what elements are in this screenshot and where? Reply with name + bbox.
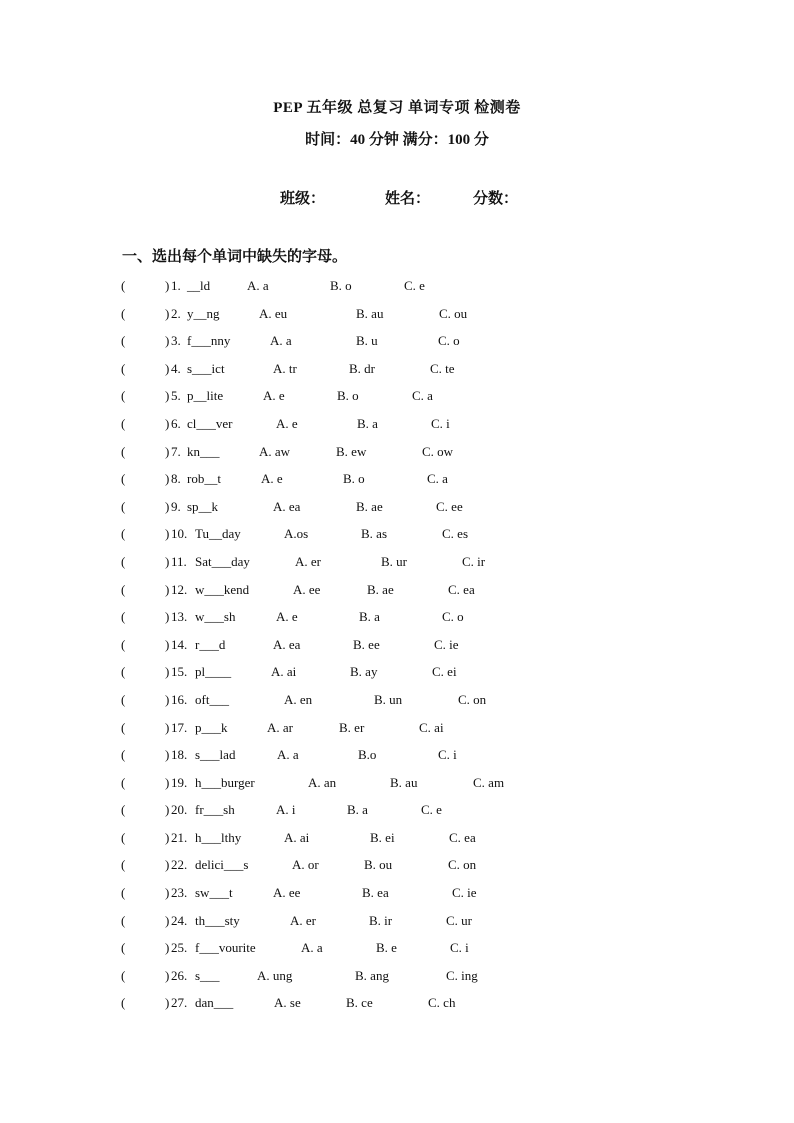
option-a: A. a [270, 333, 292, 349]
option-a: A. er [295, 553, 321, 569]
answer-paren-close: ) [165, 443, 170, 459]
option-c: C. e [404, 278, 425, 293]
answer-paren-close: ) [165, 360, 170, 376]
answer-paren-open: ( [121, 940, 126, 956]
option-a: A. eu [259, 305, 288, 321]
question-word: rob__t [187, 471, 221, 487]
question-number: 14. [171, 636, 188, 652]
question-number: 2. [171, 305, 181, 321]
answer-paren-close: ) [165, 471, 170, 487]
question-word: w___sh [195, 609, 236, 625]
student-info-row [0, 187, 794, 207]
question-number: 25. [171, 940, 188, 956]
question-word: w___kend [195, 581, 250, 597]
answer-paren-close: ) [165, 802, 170, 818]
option-a: A. ee [273, 885, 301, 901]
answer-paren-close: ) [165, 719, 170, 735]
question-row [0, 525, 794, 553]
option-c: C. o [442, 609, 464, 625]
answer-paren-close: ) [165, 581, 170, 597]
option-a: A. en [284, 691, 313, 707]
question-word: h___lthy [195, 829, 242, 845]
answer-paren-open: ( [121, 995, 126, 1011]
option-c: C. ow [422, 443, 454, 459]
question-number: 5. [171, 388, 181, 404]
answer-paren-open: ( [121, 305, 126, 321]
option-a: A. ai [284, 829, 310, 845]
option-a: A. a [247, 278, 269, 293]
option-a: A. ar [267, 719, 293, 735]
question-row [0, 553, 794, 581]
question-row [0, 443, 794, 471]
option-a: A. a [301, 940, 323, 956]
question-number: 18. [171, 747, 188, 763]
option-c: C. a [412, 388, 433, 404]
option-b: B. e [376, 940, 397, 956]
option-b: B. ur [381, 553, 407, 569]
option-a: A. i [276, 802, 296, 818]
question-number: 16. [171, 691, 188, 707]
option-b: B. ae [356, 498, 383, 514]
answer-paren-open: ( [121, 967, 126, 983]
question-row [0, 387, 794, 415]
question-word: r___d [195, 636, 226, 652]
option-b: B. ir [369, 912, 393, 928]
question-number: 4. [171, 360, 181, 376]
question-row [0, 360, 794, 388]
question-row [0, 939, 794, 967]
answer-paren-open: ( [121, 471, 126, 487]
question-number: 8. [171, 471, 181, 487]
option-b: B. o [330, 278, 352, 293]
question-word: __ld [187, 278, 211, 293]
option-b: B. a [357, 415, 378, 431]
option-c: C. ur [446, 912, 472, 928]
answer-paren-open: ( [121, 719, 126, 735]
question-number: 17. [171, 719, 188, 735]
option-b: B. ang [355, 967, 389, 983]
option-c: C. ou [439, 305, 468, 321]
option-a: A. or [292, 857, 319, 873]
answer-paren-close: ) [165, 498, 170, 514]
answer-paren-open: ( [121, 885, 126, 901]
answer-paren-open: ( [121, 415, 126, 431]
question-row [0, 663, 794, 691]
question-word: th___sty [195, 912, 240, 928]
option-b: B. dr [349, 360, 375, 376]
question-word: s___ [195, 967, 220, 983]
question-number: 9. [171, 498, 181, 514]
question-word: oft___ [195, 691, 229, 707]
option-b: B. ew [336, 443, 367, 459]
option-c: C. on [448, 857, 477, 873]
question-row [0, 691, 794, 719]
option-b: B. ce [346, 995, 373, 1011]
option-b: B. au [356, 305, 384, 321]
option-c: C. ee [436, 498, 463, 514]
option-b: B. o [343, 471, 365, 487]
answer-paren-open: ( [121, 498, 126, 514]
question-word: Tu__day [195, 526, 241, 542]
answer-paren-close: ) [165, 747, 170, 763]
score-label: 分数： [473, 191, 519, 207]
answer-paren-close: ) [165, 636, 170, 652]
question-row [0, 856, 794, 884]
option-b: B. ay [350, 664, 378, 680]
answer-paren-open: ( [121, 581, 126, 597]
answer-paren-close: ) [165, 333, 170, 349]
answer-paren-open: ( [121, 553, 126, 569]
option-c: C. o [438, 333, 460, 349]
option-c: C. on [458, 691, 487, 707]
answer-paren-close: ) [165, 774, 170, 790]
option-a: A. a [277, 747, 299, 763]
question-number: 1. [171, 278, 181, 293]
answer-paren-open: ( [121, 443, 126, 459]
answer-paren-open: ( [121, 278, 126, 293]
answer-paren-close: ) [165, 526, 170, 542]
question-word: delici___s [195, 857, 249, 873]
question-list [0, 277, 794, 1022]
option-c: C. i [438, 747, 457, 763]
question-row [0, 636, 794, 664]
question-number: 19. [171, 774, 188, 790]
option-c: C. am [473, 774, 505, 790]
question-number: 3. [171, 333, 181, 349]
question-row [0, 498, 794, 526]
answer-paren-open: ( [121, 360, 126, 376]
answer-paren-open: ( [121, 774, 126, 790]
question-number: 24. [171, 912, 188, 928]
question-word: sp__k [187, 498, 219, 514]
question-number: 27. [171, 995, 188, 1011]
answer-paren-close: ) [165, 305, 170, 321]
option-b: B. as [361, 526, 387, 542]
answer-paren-close: ) [165, 553, 170, 569]
section-heading: 一、选出每个单词中缺失的字母。 [122, 249, 348, 265]
answer-paren-open: ( [121, 333, 126, 349]
option-c: C. ie [452, 885, 477, 901]
answer-paren-open: ( [121, 857, 126, 873]
option-a: A. ee [293, 581, 321, 597]
question-word: sw___t [195, 885, 233, 901]
option-a: A. ea [273, 498, 301, 514]
question-row [0, 277, 794, 305]
option-b: B. ei [370, 829, 395, 845]
option-a: A. aw [259, 443, 291, 459]
option-b: B. er [339, 719, 365, 735]
option-a: A. er [290, 912, 316, 928]
answer-paren-open: ( [121, 912, 126, 928]
option-b: B. ae [367, 581, 394, 597]
option-c: C. es [442, 526, 468, 542]
option-b: B. a [347, 802, 368, 818]
answer-paren-open: ( [121, 829, 126, 845]
option-a: A. ai [271, 664, 297, 680]
option-b: B. au [390, 774, 418, 790]
option-b: B. u [356, 333, 378, 349]
option-c: C. te [430, 360, 455, 376]
question-word: p__lite [187, 388, 224, 404]
option-c: C. ei [432, 664, 457, 680]
question-row [0, 332, 794, 360]
name-label: 姓名： [385, 191, 431, 207]
question-row [0, 746, 794, 774]
answer-paren-close: ) [165, 967, 170, 983]
option-b: B. ea [362, 885, 389, 901]
question-word: kn___ [187, 443, 220, 459]
answer-paren-open: ( [121, 664, 126, 680]
question-row [0, 719, 794, 747]
question-word: dan___ [195, 995, 234, 1011]
question-word: h___burger [195, 774, 255, 790]
question-word: s___lad [195, 747, 236, 763]
question-number: 23. [171, 885, 188, 901]
answer-paren-open: ( [121, 802, 126, 818]
option-c: C. ch [428, 995, 456, 1011]
answer-paren-close: ) [165, 995, 170, 1011]
answer-paren-open: ( [121, 388, 126, 404]
question-word: f___nny [187, 333, 231, 349]
answer-paren-close: ) [165, 940, 170, 956]
option-c: C. ai [419, 719, 444, 735]
option-c: C. ea [449, 829, 476, 845]
option-c: C. ea [448, 581, 475, 597]
question-word: cl___ver [187, 415, 233, 431]
answer-paren-open: ( [121, 609, 126, 625]
answer-paren-open: ( [121, 691, 126, 707]
option-b: B. a [359, 609, 380, 625]
question-number: 10. [171, 526, 188, 542]
answer-paren-open: ( [121, 747, 126, 763]
option-a: A. ea [273, 636, 301, 652]
option-a: A. tr [273, 360, 297, 376]
option-a: A. an [308, 774, 337, 790]
answer-paren-close: ) [165, 691, 170, 707]
answer-paren-close: ) [165, 664, 170, 680]
question-row [0, 470, 794, 498]
question-word: pl____ [195, 664, 232, 680]
option-c: C. ie [434, 636, 459, 652]
question-word: y__ng [187, 305, 220, 321]
class-label: 班级： [280, 191, 326, 207]
option-b: B.o [358, 747, 377, 763]
question-word: f___vourite [195, 940, 256, 956]
answer-paren-close: ) [165, 885, 170, 901]
option-c: C. e [421, 802, 442, 818]
time-score-line: 时间：40 分钟 满分：100 分 [305, 132, 489, 148]
question-word: Sat___day [195, 553, 250, 569]
question-row [0, 801, 794, 829]
question-number: 13. [171, 609, 188, 625]
question-row [0, 829, 794, 857]
answer-paren-close: ) [165, 415, 170, 431]
option-c: C. i [431, 415, 450, 431]
option-b: B. un [374, 691, 403, 707]
question-number: 6. [171, 415, 181, 431]
page-title: PEP 五年级 总复习 单词专项 检测卷 [273, 100, 521, 116]
answer-paren-close: ) [165, 829, 170, 845]
question-row [0, 581, 794, 609]
answer-paren-close: ) [165, 857, 170, 873]
option-a: A. e [276, 609, 298, 625]
question-number: 15. [171, 664, 188, 680]
answer-paren-close: ) [165, 278, 170, 293]
question-word: p___k [195, 719, 228, 735]
option-c: C. ir [462, 553, 486, 569]
option-c: C. a [427, 471, 448, 487]
option-b: B. ou [364, 857, 393, 873]
question-number: 22. [171, 857, 188, 873]
question-number: 21. [171, 829, 188, 845]
question-number: 20. [171, 802, 188, 818]
answer-paren-open: ( [121, 526, 126, 542]
option-a: A. se [274, 995, 301, 1011]
question-number: 7. [171, 443, 181, 459]
question-word: fr___sh [195, 802, 235, 818]
question-row [0, 774, 794, 802]
question-number: 11. [171, 553, 187, 569]
question-number: 26. [171, 967, 188, 983]
answer-paren-close: ) [165, 388, 170, 404]
question-row [0, 415, 794, 443]
option-b: B. o [337, 388, 359, 404]
question-word: s___ict [187, 360, 225, 376]
question-row [0, 994, 794, 1022]
question-row [0, 912, 794, 940]
answer-paren-close: ) [165, 912, 170, 928]
option-a: A. e [263, 388, 285, 404]
option-a: A. e [276, 415, 298, 431]
answer-paren-close: ) [165, 609, 170, 625]
option-b: B. ee [353, 636, 380, 652]
question-row [0, 608, 794, 636]
option-c: C. ing [446, 967, 478, 983]
option-a: A. ung [257, 967, 293, 983]
answer-paren-open: ( [121, 636, 126, 652]
option-a: A. e [261, 471, 283, 487]
question-row [0, 884, 794, 912]
question-row [0, 305, 794, 333]
option-a: A.os [284, 526, 309, 542]
question-number: 12. [171, 581, 188, 597]
question-row [0, 967, 794, 995]
option-c: C. i [450, 940, 469, 956]
